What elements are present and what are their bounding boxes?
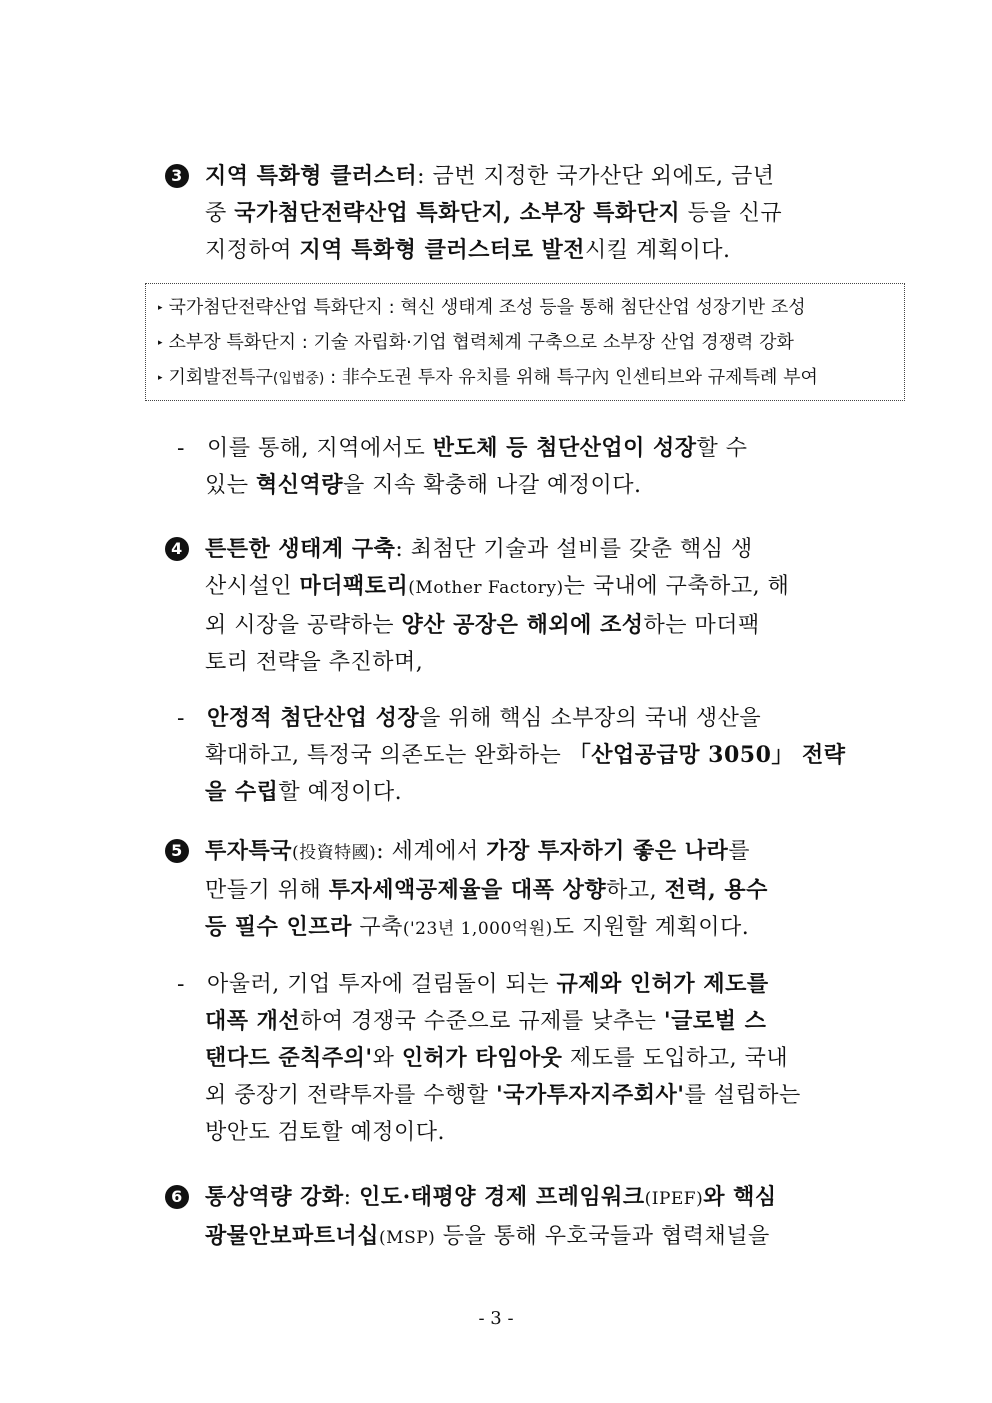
sub-item-3-line-2: 있는 혁신역량을 지속 확충해 나갈 예정이다. [205, 472, 642, 498]
item-6-line-1: 6 통상역량 강화: 인도·태평양 경제 프레임워크(IPEF)와 핵심 [165, 1179, 851, 1218]
item-4-line-3: 외 시장을 공략하는 양산 공장은 해외에 조성하는 마더팩 [205, 612, 760, 638]
sub-item-4 [165, 700, 851, 811]
sub-item-4-line-3: 을 수립할 예정이다. [205, 779, 403, 805]
item-3 [165, 158, 851, 269]
item-4 [165, 531, 851, 681]
item-3-line-3: 지정하여 지역 특화형 클러스터로 발전시킬 계획이다. [205, 237, 731, 263]
sub-item-3 [165, 430, 851, 504]
circled-number-4: 4 [165, 537, 189, 561]
circled-number-3: 3 [165, 164, 189, 188]
item-4-line-4: 토리 전략을 추진하며, [205, 650, 424, 675]
item-3-line-2: 중 국가첨단전략산업 특화단지, 소부장 특화단지 등을 신규 [205, 200, 783, 226]
sub-item-4-line-1: - 안정적 첨단산업 성장을 위해 핵심 소부장의 국내 생산을 [165, 700, 851, 737]
sub-item-5-line-3: 탠다드 준칙주의'와 인허가 타임아웃 제도를 도입하고, 국내 [205, 1045, 789, 1071]
sub-item-3-line-1: - 이를 통해, 지역에서도 반도체 등 첨단산업이 성장할 수 [165, 430, 851, 467]
sub-item-5-line-4: 외 중장기 전략투자를 수행할 '국가투자지주회사'를 설립하는 [205, 1082, 801, 1108]
sub-item-5-line-1: - 아울러, 기업 투자에 걸림돌이 되는 규제와 인허가 제도를 [165, 966, 851, 1003]
triangle-bullet-icon: ▸ [158, 373, 163, 383]
info-box-row: ▸ 기회발전특구(입법중) : 非수도권 투자 유치를 위해 특구內 인센티브와 규제특례 부여 [158, 367, 818, 388]
item-5-line-1: 5 투자특국(投資特國): 세계에서 가장 투자하기 좋은 나라를 [165, 833, 851, 872]
dash-bullet: - [177, 706, 185, 731]
item-6 [165, 1179, 851, 1257]
sub-item-5-line-5: 방안도 검토할 예정이다. [205, 1120, 446, 1145]
item-5-line-2: 만들기 위해 투자세액공제율을 대폭 상향하고, 전력, 용수 [205, 877, 768, 903]
item-4-line-2: 산시설인 마더팩토리(Mother Factory)는 국내에 구축하고, 해 [205, 573, 790, 599]
page-number: - 3 - [478, 1308, 514, 1329]
sub-item-4-line-2: 확대하고, 특정국 의존도는 완화하는 「산업공급망 3050」 전략 [205, 742, 846, 768]
circled-number-5: 5 [165, 839, 189, 863]
info-box-row: ▸ 국가첨단전략산업 특화단지 : 혁신 생태계 조성 등을 통해 첨단산업 성장기반 조성 [158, 297, 806, 318]
item-5-line-3: 등 필수 인프라 구축('23년 1,000억원)도 지원할 계획이다. [205, 914, 750, 940]
item-6-line-2: 광물안보파트너십(MSP) 등을 통해 우호국들과 협력채널을 [205, 1223, 770, 1249]
triangle-bullet-icon: ▸ [158, 338, 163, 348]
dash-bullet: - [177, 972, 185, 997]
sub-item-5-line-2: 대폭 개선하여 경쟁국 수준으로 규제를 낮추는 '글로벌 스 [205, 1008, 767, 1034]
dash-bullet: - [177, 436, 185, 461]
info-box-row: ▸ 소부장 특화단지 : 기술 자립화·기업 협력체계 구축으로 소부장 산업 경쟁력 강화 [158, 332, 794, 353]
item-5 [165, 833, 851, 948]
item-3-line-1: 3 지역 특화형 클러스터: 금번 지정한 국가산단 외에도, 금년 [165, 158, 851, 195]
circled-number-6: 6 [165, 1185, 189, 1209]
triangle-bullet-icon: ▸ [158, 303, 163, 313]
info-box [145, 283, 905, 401]
item-4-line-1: 4 튼튼한 생태계 구축: 최첨단 기술과 설비를 갖춘 핵심 생 [165, 531, 851, 568]
sub-item-5 [165, 966, 851, 1151]
